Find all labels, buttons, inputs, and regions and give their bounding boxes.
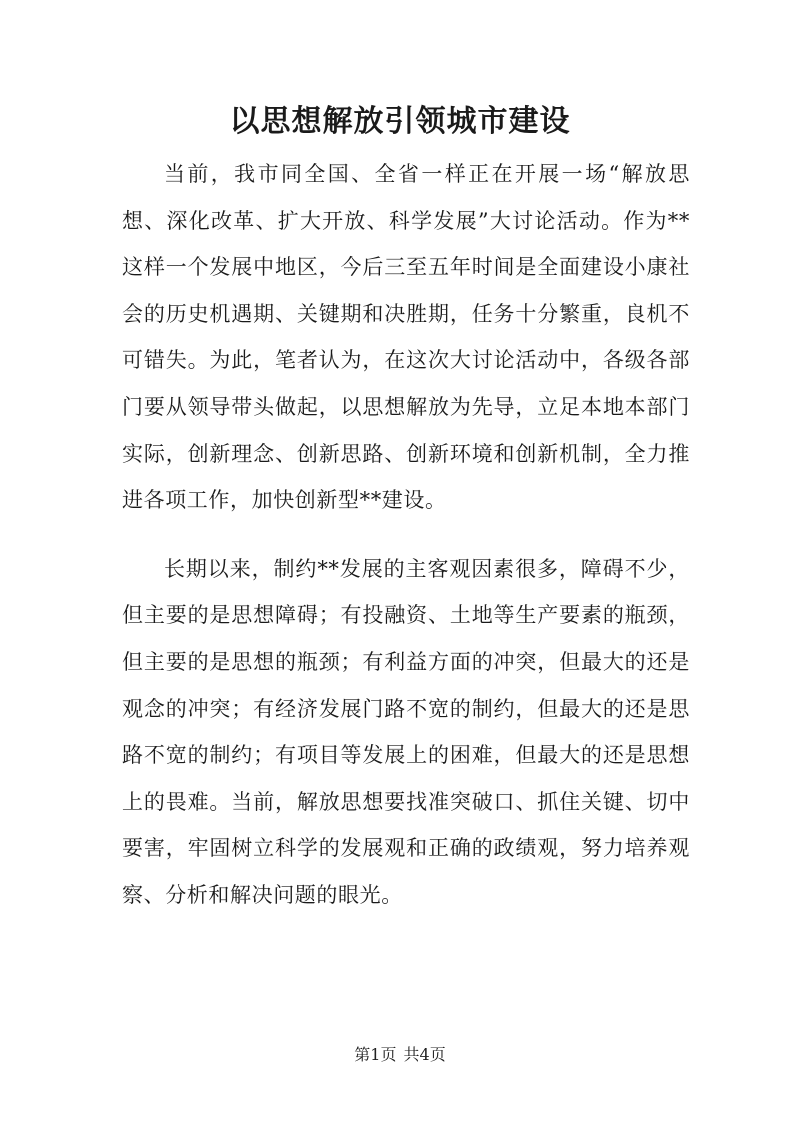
document-title: 以思想解放引领城市建设 bbox=[229, 104, 571, 139]
paragraph-2: 长期以来，制约**发展的主客观因素很多，障碍不少，但主要的是思想障碍；有投融资、土地等生产要素的瓶颈，但主要的是思想的瓶颈；有利益方面的冲突，但最大的还是观念的冲突；有经济发展门路不宽的制约，但最大的还是思路不宽的制约；有项目等发展上的困难，但最大的还是思想上的畏难。当前，解放思想要找准突破口、抓住关键、切中要害，牢固树立科学的发展观和正确的政绩观，努力培养观察、分析和解决问题的眼光。 bbox=[122, 556, 690, 907]
paragraph-1: 当前，我市同全国、全省一样正在开展一场“解放思想、深化改革、扩大开放、科学发展”大讨论活动。作为**这样一个发展中地区，今后三至五年时间是全面建设小康社会的历史机遇期、关键期和决胜期，任务十分繁重，良机不可错失。为此，笔者认为，在这次大讨论活动中，各级各部门要从领导带头做起，以思想解放为先导，立足本地本部门实际，创新理念、创新思路、创新环境和创新机制，全力推进各项工作，加快创新型**建设。 bbox=[122, 162, 690, 513]
page-number-footer: 第1页 共4页 bbox=[354, 1045, 446, 1064]
document-body bbox=[122, 151, 690, 919]
